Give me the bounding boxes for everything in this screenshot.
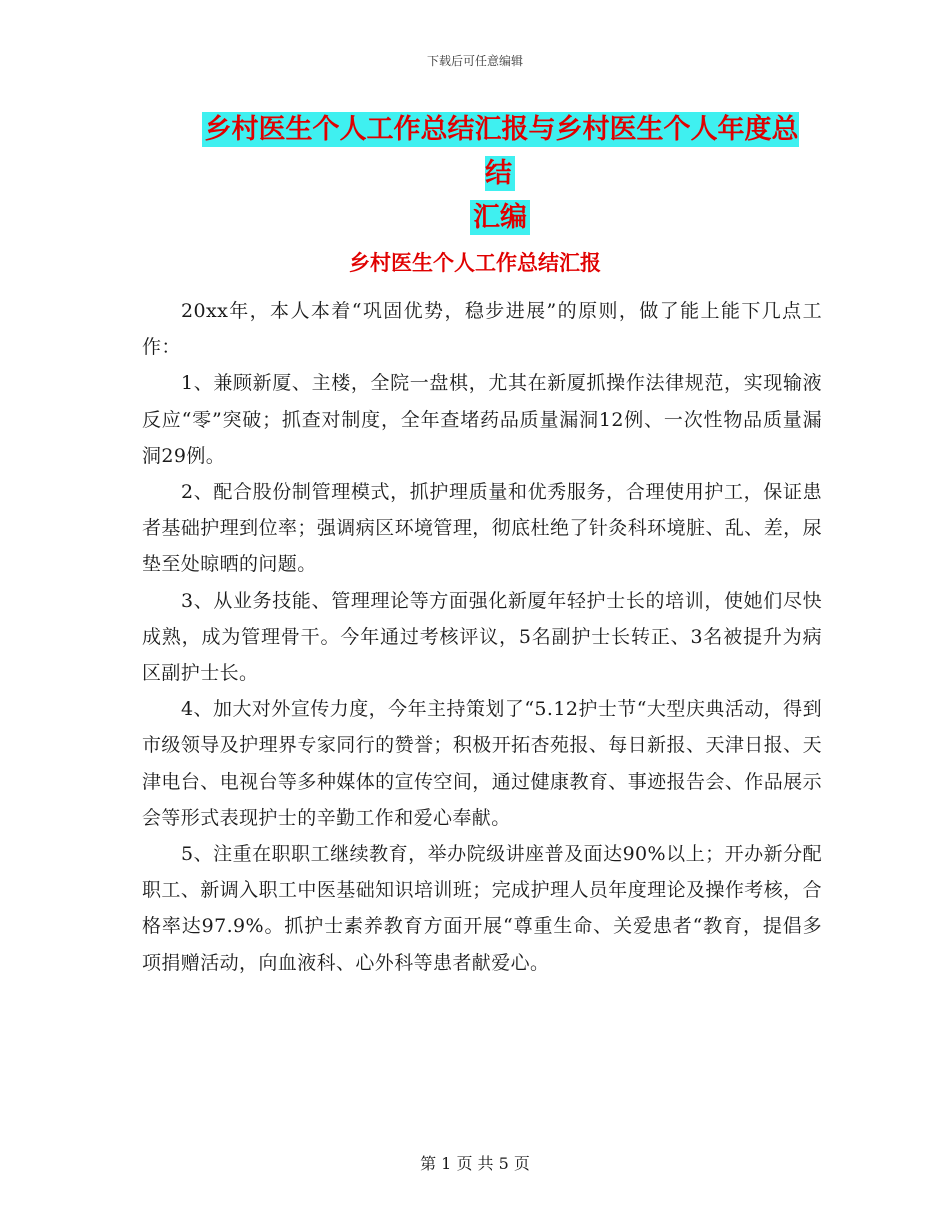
paragraph-item-5: 5、注重在职职工继续教育，举办院级讲座普及面达90%以上；开办新分配职工、新调入职工中医基础知识培训班；完成护理人员年度理论及操作考核，合格率达97.9%。抓护士素养教育方面开展“尊重生命、关爱患者“教育，提倡多项捐赠活动，向血液科、心外科等患者献爱心。 [142, 843, 822, 974]
paragraph-item-4: 4、加大对外宣传力度，今年主持策划了“5.12护士节“大型庆典活动，得到市级领导及护理界专家同行的赞誉；积极开拓杏苑报、每日新报、天津日报、天津电台、电视台等多种媒体的宣传空间，通过健康教育、事迹报告会、作品展示会等形式表现护士的辛勤工作和爱心奉献。 [142, 698, 822, 829]
document-title-line-1: 乡村医生个人工作总结汇报与乡村医生个人年度总结 [202, 112, 799, 191]
page-number: 第 1 页 共 5 页 [420, 1154, 530, 1173]
document-title-line-2: 汇编 [470, 200, 530, 235]
intro-paragraph: 20xx年，本人本着“巩固优势，稳步进展”的原则，做了能上能下几点工作： [142, 300, 822, 359]
paragraph-item-3: 3、从业务技能、管理理论等方面强化新厦年轻护士长的培训，使她们尽快成熟，成为管理骨干。今年通过考核评议，5名副护士长转正、3名被提升为病区副护士长。 [142, 589, 822, 685]
page-header-note: 下载后可任意编辑 [426, 54, 523, 68]
paragraph-item-2: 2、配合股份制管理模式，抓护理质量和优秀服务，合理使用护工，保证患者基础护理到位率；强调病区环境管理，彻底杜绝了针灸科环境脏、乱、差，尿垫至处晾晒的问题。 [142, 481, 822, 576]
paragraph-item-1: 1、兼顾新厦、主楼，全院一盘棋，尤其在新厦抓操作法律规范，实现输液反应“零”突破；抓查对制度，全年查堵药品质量漏洞12例、一次性物品质量漏洞29例。 [142, 372, 822, 467]
document-body [142, 293, 822, 981]
section-title: 乡村医生个人工作总结汇报 [349, 250, 601, 275]
document-title [190, 108, 810, 240]
